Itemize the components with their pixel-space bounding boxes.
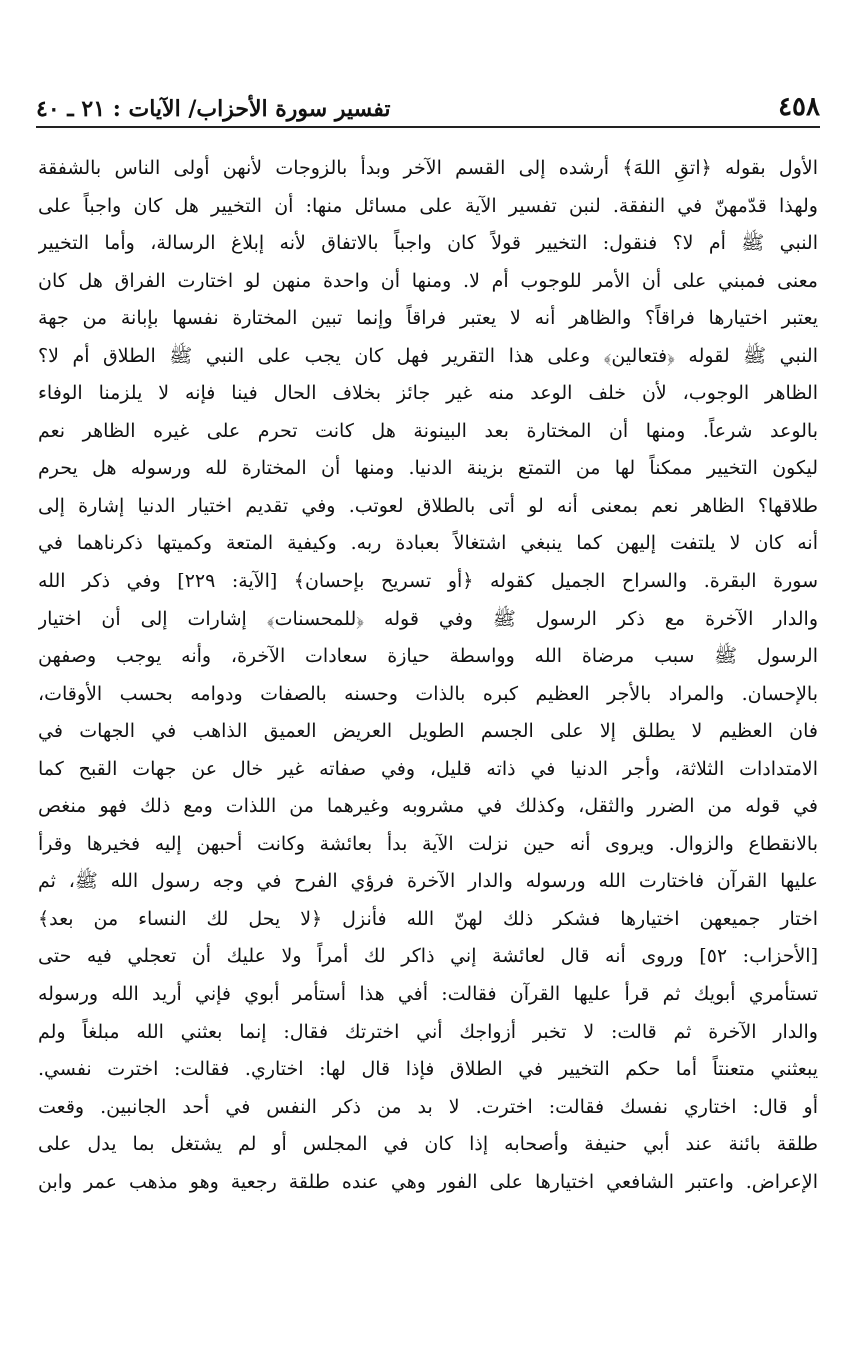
- text-line: يبعثني متعنتاً أما حكم التخيير في الطلاق فإذا قال لها: اختاري. فقالت: اخترت نفسي.: [38, 1058, 818, 1081]
- text-line: بالوعد شرعاً. ومنها أن المختارة بعد البينونة هل كانت تحرم على غيره الظاهر نعم: [38, 419, 818, 442]
- text-line: ليكون التخيير ممكناً لها من التمتع بزينة الدنيا. ومنها أن المختارة لله ورسوله هل يحرم: [38, 457, 818, 480]
- text-line: اختار جميعهن اختيارها فشكر ذلك لهنّ الله فأنزل ﴿لا يحل لك النساء من بعد﴾: [38, 907, 818, 930]
- text-line: الأول بقوله ﴿اتقِ اللهَ﴾ أرشده إلى القسم الآخر وبدأ بالزوجات لأنهن أولى الناس بالشفقة: [38, 157, 818, 179]
- text-line: والدار الآخرة ثم قالت: لا تخبر أزواجك أني اخترتك فقال: إنما بعثني الله مبلغاً ولم: [38, 1020, 818, 1043]
- text-line: النبي ﷺ أم لا؟ فنقول: التخيير قولاً كان واجباً بالاتفاق لأنه إبلاغ الرسالة، وأما التخيير: [38, 232, 818, 255]
- text-line: النبي ﷺ لقوله ﴿فتعالين﴾ وعلى هذا التقرير فهل كان يجب على النبي ﷺ الطلاق أم لا؟: [38, 344, 818, 367]
- running-header: [36, 84, 820, 128]
- text-line: [الأحزاب: ٥٢] وروى أنه قال لعائشة إني ذاكر لك أمراً ولا عليك أن تعجلي فيه حتى: [38, 945, 818, 968]
- text-line: الإعراض. واعتبر الشافعي اختيارها على الفور وهي عنده طلقة رجعية وهو مذهب عمر وابن: [38, 1170, 818, 1193]
- text-line: معنى فمبني على أن الأمر للوجوب أم لا. ومنها أن واحدة منهن لو اختارت الفراق هل كان: [38, 269, 818, 292]
- text-line: بالانقطاع والزوال. ويروى أنه حين نزلت الآية بدأ بعائشة وكانت أحبهن إليه فخيرها وقرأ: [38, 832, 818, 855]
- text-line: طلقة بائنة عند أبي حنيفة وأصحابه إذا كان في المجلس أو لم يشتغل بما يدل على: [38, 1133, 818, 1156]
- text-line: سورة البقرة. والسراح الجميل كقوله ﴿أو تسريح بإحسان﴾ [الآية: ٢٢٩] وفي ذكر الله: [38, 570, 818, 593]
- text-line: الرسول ﷺ سبب مرضاة الله وواسطة حيازة سعادات الآخرة، وأنه يوجب وصفهن: [38, 645, 818, 668]
- text-line: فان العظيم لا يطلق إلا على الجسم الطويل العريض العميق الذاهب في الجهات في: [38, 720, 818, 743]
- page-number: ٤٥٨: [778, 92, 820, 122]
- text-line: الظاهر الوجوب، لأن خلف الوعد منه غير جائز بخلاف الحال فينا فإنه لا يلزمنا الوفاء: [38, 382, 818, 405]
- text-line: والدار الآخرة مع ذكر الرسول ﷺ وفي قوله ﴿للمحسنات﴾ إشارات إلى أن اختيار: [38, 607, 818, 630]
- text-line: بالإحسان. والمراد بالأجر العظيم كبره بالذات وحسنه بالصفات ودوامه بحسب الأوقات،: [38, 682, 818, 705]
- text-line: طلاقها؟ الظاهر نعم بمعنى أنه لو أتى بالطلاق لعوتب. وفي تقديم اختيار الدنيا إشارة إلى: [38, 494, 818, 517]
- chapter-title: تفسير سورة الأحزاب/ الآيات : ٢١ ـ ٤٠: [36, 96, 391, 122]
- text-line: تستأمري أبويك ثم قرأ عليها القرآن فقالت: أفي هذا أستأمر أبوي فإني أريد الله ورسوله: [38, 983, 818, 1006]
- text-line: الامتدادات الثلاثة، وأجر الدنيا في ذاته قليل، وفي صفاته غير خال عن جهات القبح كما: [38, 757, 818, 780]
- text-line: ولهذا قدّمهنّ في النفقة. لنبن تفسير الآية على مسائل منها: أن التخيير هل كان واجباً على: [38, 194, 818, 217]
- text-line: عليها القرآن فاختارت الله ورسوله والدار الآخرة فرؤي الفرح في وجه رسول الله ﷺ، ثم: [38, 870, 818, 893]
- body-text: [38, 150, 818, 1340]
- text-line: يعتبر اختيارها فراقاً؟ والظاهر أنه لا يعتبر فراقاً وإنما تبين المختارة نفسها بإبانة من جهة: [38, 307, 818, 330]
- text-line: أو قال: اختاري نفسك فقالت: اخترت. لا بد من ذكر النفس في أحد الجانبين. وقعت: [38, 1095, 818, 1118]
- text-line: في قوله من الضرر والثقل، وكذلك في مشروبه وغيرهما من اللذات ومع ذلك فهو منغص: [38, 795, 818, 818]
- text-line: أنه كان لا يلتفت إليهن كما ينبغي اشتغالاً بعبادة ربه. وكيفية المتعة وكميتها ذكرناهما في: [38, 532, 818, 555]
